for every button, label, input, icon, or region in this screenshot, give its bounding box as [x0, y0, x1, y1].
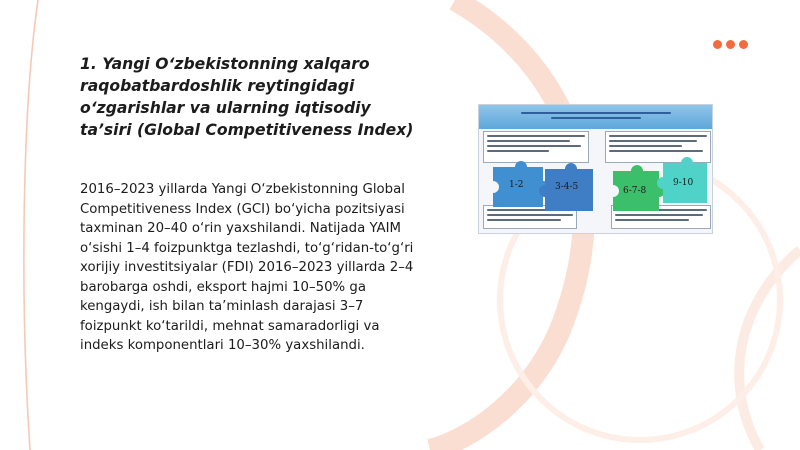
puzzle-label-1: 1-2 — [509, 180, 524, 190]
accent-arc-thin-left — [24, 0, 38, 450]
infographic-image — [478, 104, 713, 234]
puzzle-piece-4 — [657, 157, 707, 203]
puzzle-label-3: 6-7-8 — [623, 186, 647, 196]
puzzle-graphic — [479, 105, 712, 233]
puzzle-label-2: 3-4-5 — [555, 182, 579, 192]
dot-2 — [726, 40, 735, 49]
slide-body-text: 2016–2023 yillarda Yangi O‘zbekistonning Global Competitiveness Index (GCI) bo‘yicha pozitsiyasi taxminan 20–40 o‘rin yaxshilandi. Natijada YAIM o‘sishi 1–4 foizpunktga tezlashdi, to‘g‘ridan-to‘g‘ri xorijiy investitsiyalar (FDI) 2016–2023 yillarda 2–4 barobarga oshdi, eksport hajmi 10–50% ga kengaydi, ish bilan ta’minlash darajasi 3–7 foizpunkt ko‘tarildi, mehnat samaradorligi va indeks komponentlari 10–30% yaxshilandi. — [80, 182, 414, 353]
puzzle-piece-3 — [613, 165, 665, 211]
puzzle-piece-2 — [539, 163, 593, 211]
puzzle-piece-1 — [493, 161, 549, 207]
puzzle-label-4: 9-10 — [673, 178, 694, 188]
dot-3 — [739, 40, 748, 49]
decorative-dots — [713, 40, 748, 49]
slide-title: 1. Yangi O‘zbekistonning xalqaro raqobatbardoshlik reytingidagi o‘zgarishlar va ularning iqtisodiy ta’siri (Global Competitiveness Index) — [80, 55, 414, 139]
dot-1 — [713, 40, 722, 49]
